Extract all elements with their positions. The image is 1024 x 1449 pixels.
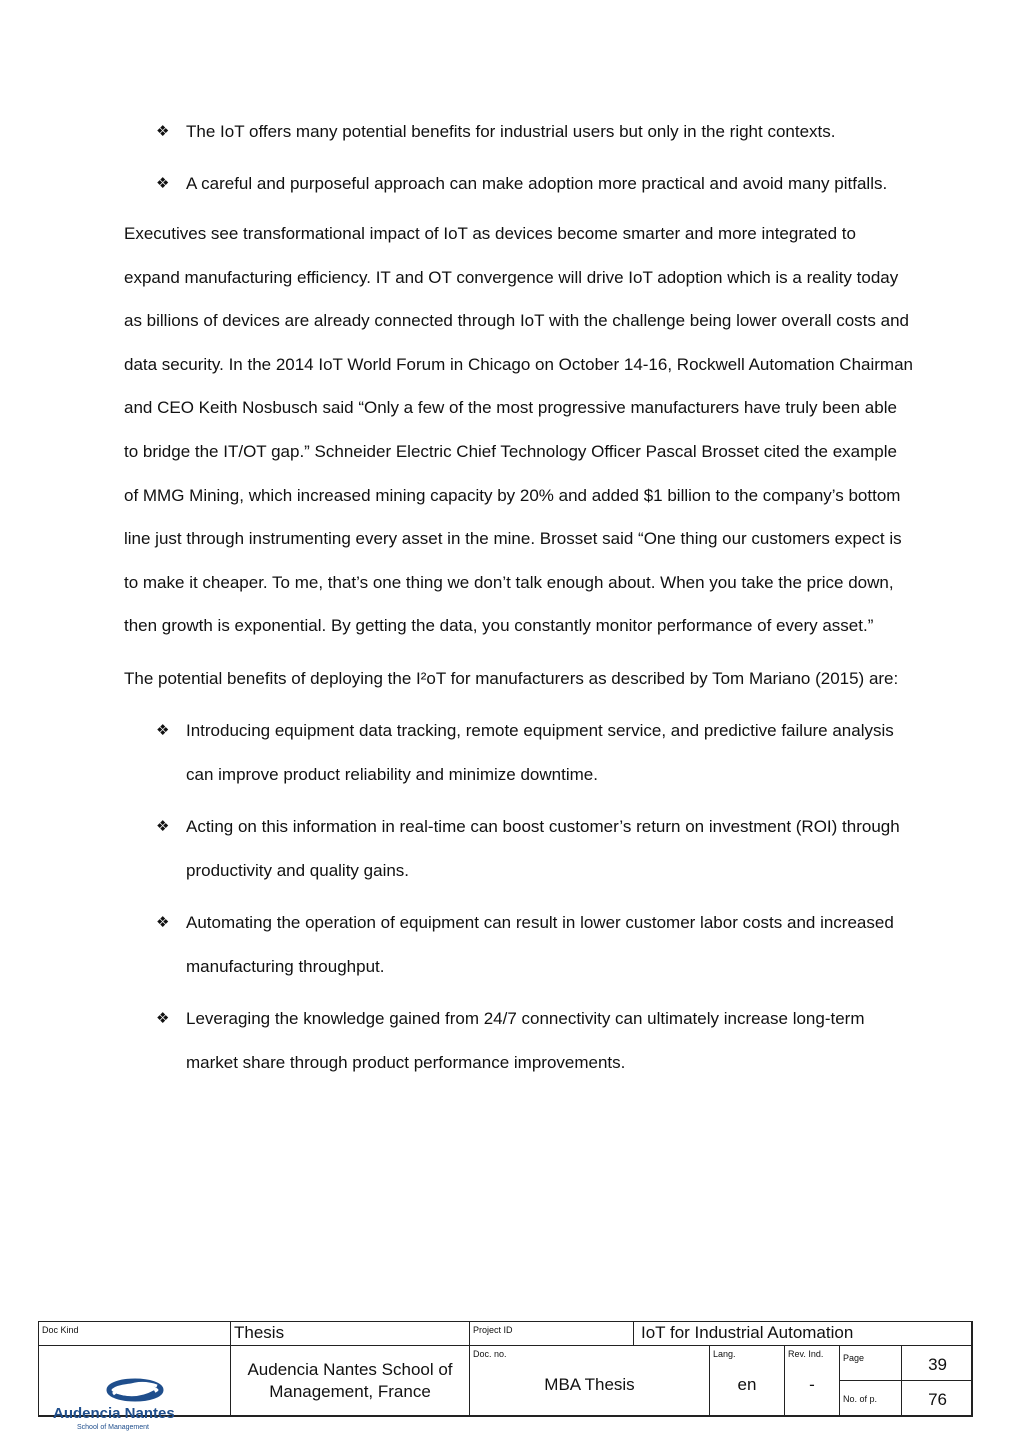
project-id-value-cell: IoT for Industrial Automation bbox=[633, 1321, 973, 1346]
logo-cell bbox=[38, 1345, 231, 1431]
diamond-bullet-icon: ❖ bbox=[156, 123, 170, 140]
logo-text: Audencia Nantes bbox=[53, 1405, 175, 1422]
diamond-bullet-icon: ❖ bbox=[156, 817, 170, 835]
list-item: ❖ Automating the operation of equipment can result in lower customer labor costs and increased manufacturing throughput. bbox=[156, 901, 914, 989]
nop-value-cell: 76 bbox=[901, 1380, 973, 1417]
footer-table bbox=[38, 1321, 972, 1431]
rev-cell: Rev. Ind. - bbox=[784, 1345, 840, 1417]
diamond-bullet-icon: ❖ bbox=[156, 175, 170, 192]
body-paragraph: Executives see transformational impact of IoT as devices become smarter and more integrated to expand manufacturing efficiency. IT and OT convergence will drive IoT adoption which is a reality today as billions of devices are already connected through IoT with the challenge being lower overall costs and data security. In the 2014 IoT World Forum in Chicago on October 14-16, Rockwell Automation Chairman and CEO Keith Nosbusch said “Only a few of the most progressive manufacturers have truly been able to bridge the IT/OT gap.” Schneider Electric Chief Technology Officer Pascal Brosset cited the example of MMG Mining, which increased mining capacity by 20% and added $1 billion to the company’s bottom line just through instrumenting every asset in the mine. Brosset said “One thing our customers expect is to make it cheaper. To me, that’s one thing we don’t talk enough about. When you take the price down, then growth is exponential. By getting the data, you constantly monitor performance of every asset.” bbox=[124, 224, 914, 636]
doc-kind-label-cell: Doc Kind bbox=[38, 1321, 231, 1346]
page-label-cell: Page bbox=[839, 1345, 902, 1381]
list-item: ❖ Leveraging the knowledge gained from 24/7 connectivity can ultimately increase long-term market share through product performance improvements. bbox=[156, 997, 914, 1085]
lang-cell: Lang. en bbox=[709, 1345, 785, 1417]
project-id-label-cell: Project ID bbox=[469, 1321, 634, 1346]
diamond-bullet-icon: ❖ bbox=[156, 1009, 170, 1027]
doc-kind-value-cell: Thesis bbox=[230, 1321, 470, 1346]
logo-mark bbox=[109, 1381, 161, 1399]
list-item: ❖ Introducing equipment data tracking, remote equipment service, and predictive failure analysis can improve product reliability and minimize downtime. bbox=[156, 709, 914, 797]
doc-no-cell: Doc. no. MBA Thesis bbox=[469, 1345, 710, 1417]
list-item: ❖ A careful and purposeful approach can make adoption more practical and avoid many pitfalls. bbox=[156, 162, 914, 206]
diamond-bullet-icon: ❖ bbox=[156, 721, 170, 739]
page-content bbox=[124, 110, 914, 1085]
audencia-logo-icon bbox=[51, 1374, 226, 1434]
list-item: ❖ The IoT offers many potential benefits for industrial users but only in the right contexts. bbox=[156, 110, 914, 154]
logo-subtext: School of Management bbox=[77, 1424, 149, 1431]
page-value-cell: 39 bbox=[901, 1345, 973, 1381]
list-item: ❖ Acting on this information in real-time can boost customer’s return on investment (ROI) through productivity and quality gains. bbox=[156, 805, 914, 893]
body-paragraph: The potential benefits of deploying the I²oT for manufacturers as described by Tom Mariano (2015) are: bbox=[124, 668, 899, 688]
diamond-bullet-icon: ❖ bbox=[156, 913, 170, 931]
school-cell: Audencia Nantes School of Management, France bbox=[230, 1345, 470, 1417]
nop-label-cell: No. of p. bbox=[839, 1380, 902, 1417]
